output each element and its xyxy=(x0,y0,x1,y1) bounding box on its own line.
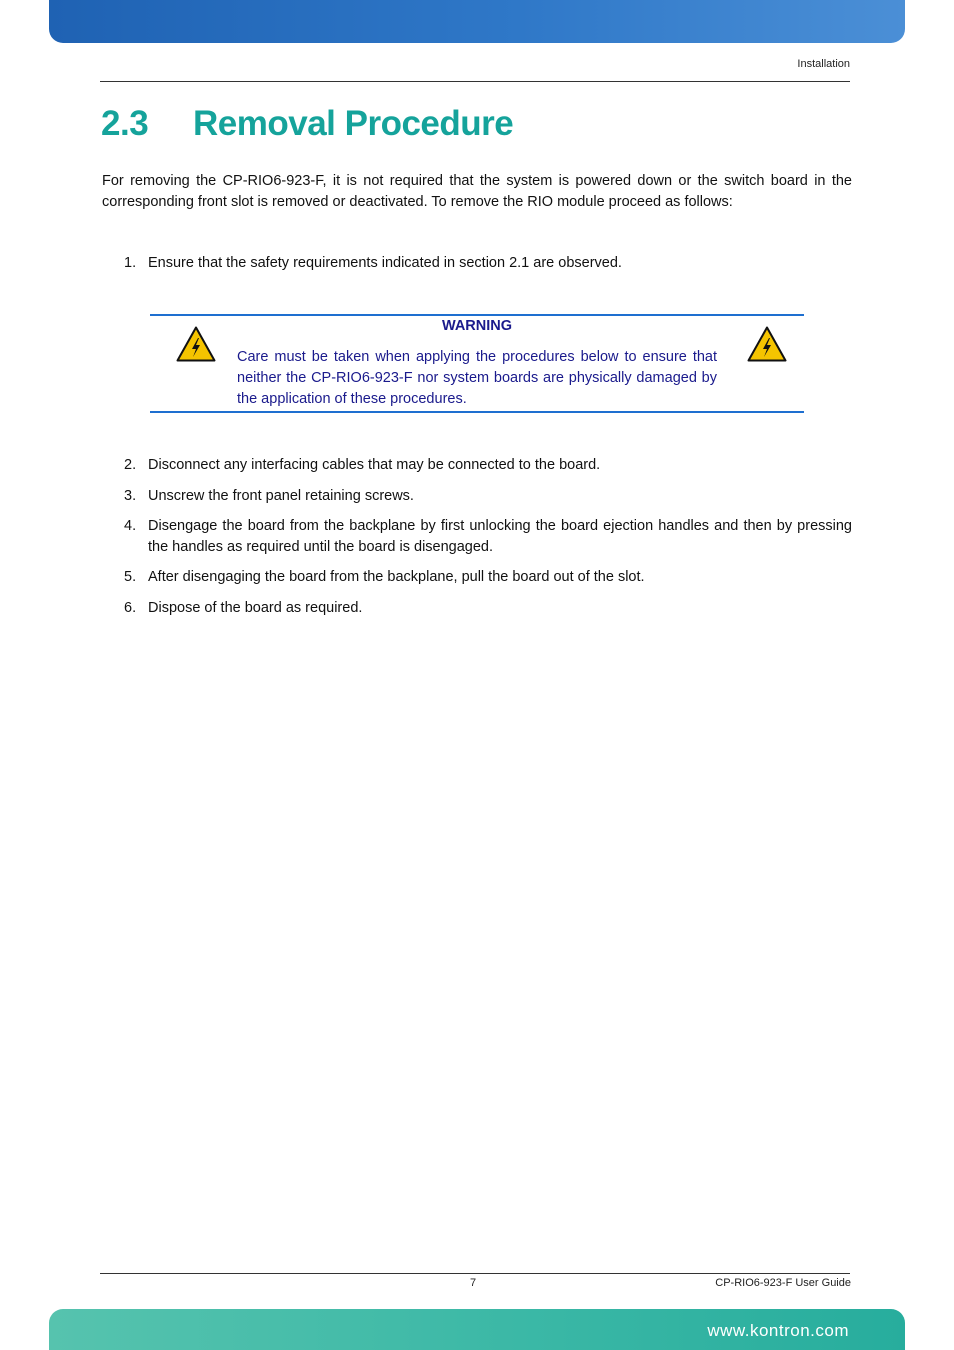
list-item-number: 5. xyxy=(124,569,137,585)
section-title: Removal Procedure xyxy=(193,104,514,143)
list-item xyxy=(102,455,852,476)
list-item-number: 1. xyxy=(124,255,137,271)
list-item xyxy=(102,486,852,507)
list-item-text: After disengaging the board from the backplane, pull the board out of the slot. xyxy=(148,569,645,585)
section-heading xyxy=(101,104,513,144)
list-item xyxy=(102,516,852,558)
bottom-footer-band xyxy=(49,1309,905,1350)
list-item-number: 4. xyxy=(124,518,137,534)
warning-title: WARNING xyxy=(441,318,513,334)
list-item-text: Unscrew the front panel retaining screws. xyxy=(148,488,414,504)
intro-paragraph: For removing the CP-RIO6-923-F, it is not required that the system is powered down or the switch board in the corresponding front slot is removed or deactivated. To remove the RIO module proceed as follows: xyxy=(102,173,852,210)
warning-box xyxy=(150,314,804,413)
list-item xyxy=(102,567,852,588)
footer-divider xyxy=(100,1273,850,1274)
header-section-label: Installation xyxy=(797,58,850,70)
list-item xyxy=(102,598,852,619)
warning-text: Care must be taken when applying the procedures below to ensure that neither the CP-RIO6-923-F nor system boards are physically damaged by the application of these procedures. xyxy=(237,349,717,407)
list-item xyxy=(102,253,852,274)
list-item-text: Dispose of the board as required. xyxy=(148,600,363,616)
document-title: CP-RIO6-923-F User Guide xyxy=(715,1277,851,1289)
header-divider xyxy=(100,81,850,82)
list-item-text: Ensure that the safety requirements indicated in section 2.1 are observed. xyxy=(148,255,622,271)
list-item-text: Disconnect any interfacing cables that may be connected to the board. xyxy=(148,457,601,473)
high-voltage-warning-icon xyxy=(747,326,787,362)
list-item-number: 6. xyxy=(124,600,137,616)
page-number: 7 xyxy=(470,1277,477,1289)
website-link[interactable]: www.kontron.com xyxy=(707,1321,849,1340)
list-item-number: 2. xyxy=(124,457,137,473)
section-number: 2.3 xyxy=(101,104,149,143)
top-header-band xyxy=(49,0,905,43)
list-item-number: 3. xyxy=(124,488,137,504)
list-item-text: Disengage the board from the backplane by first unlocking the board ejection handles and then by pressing the handles as required until the board is disengaged. xyxy=(148,518,852,555)
